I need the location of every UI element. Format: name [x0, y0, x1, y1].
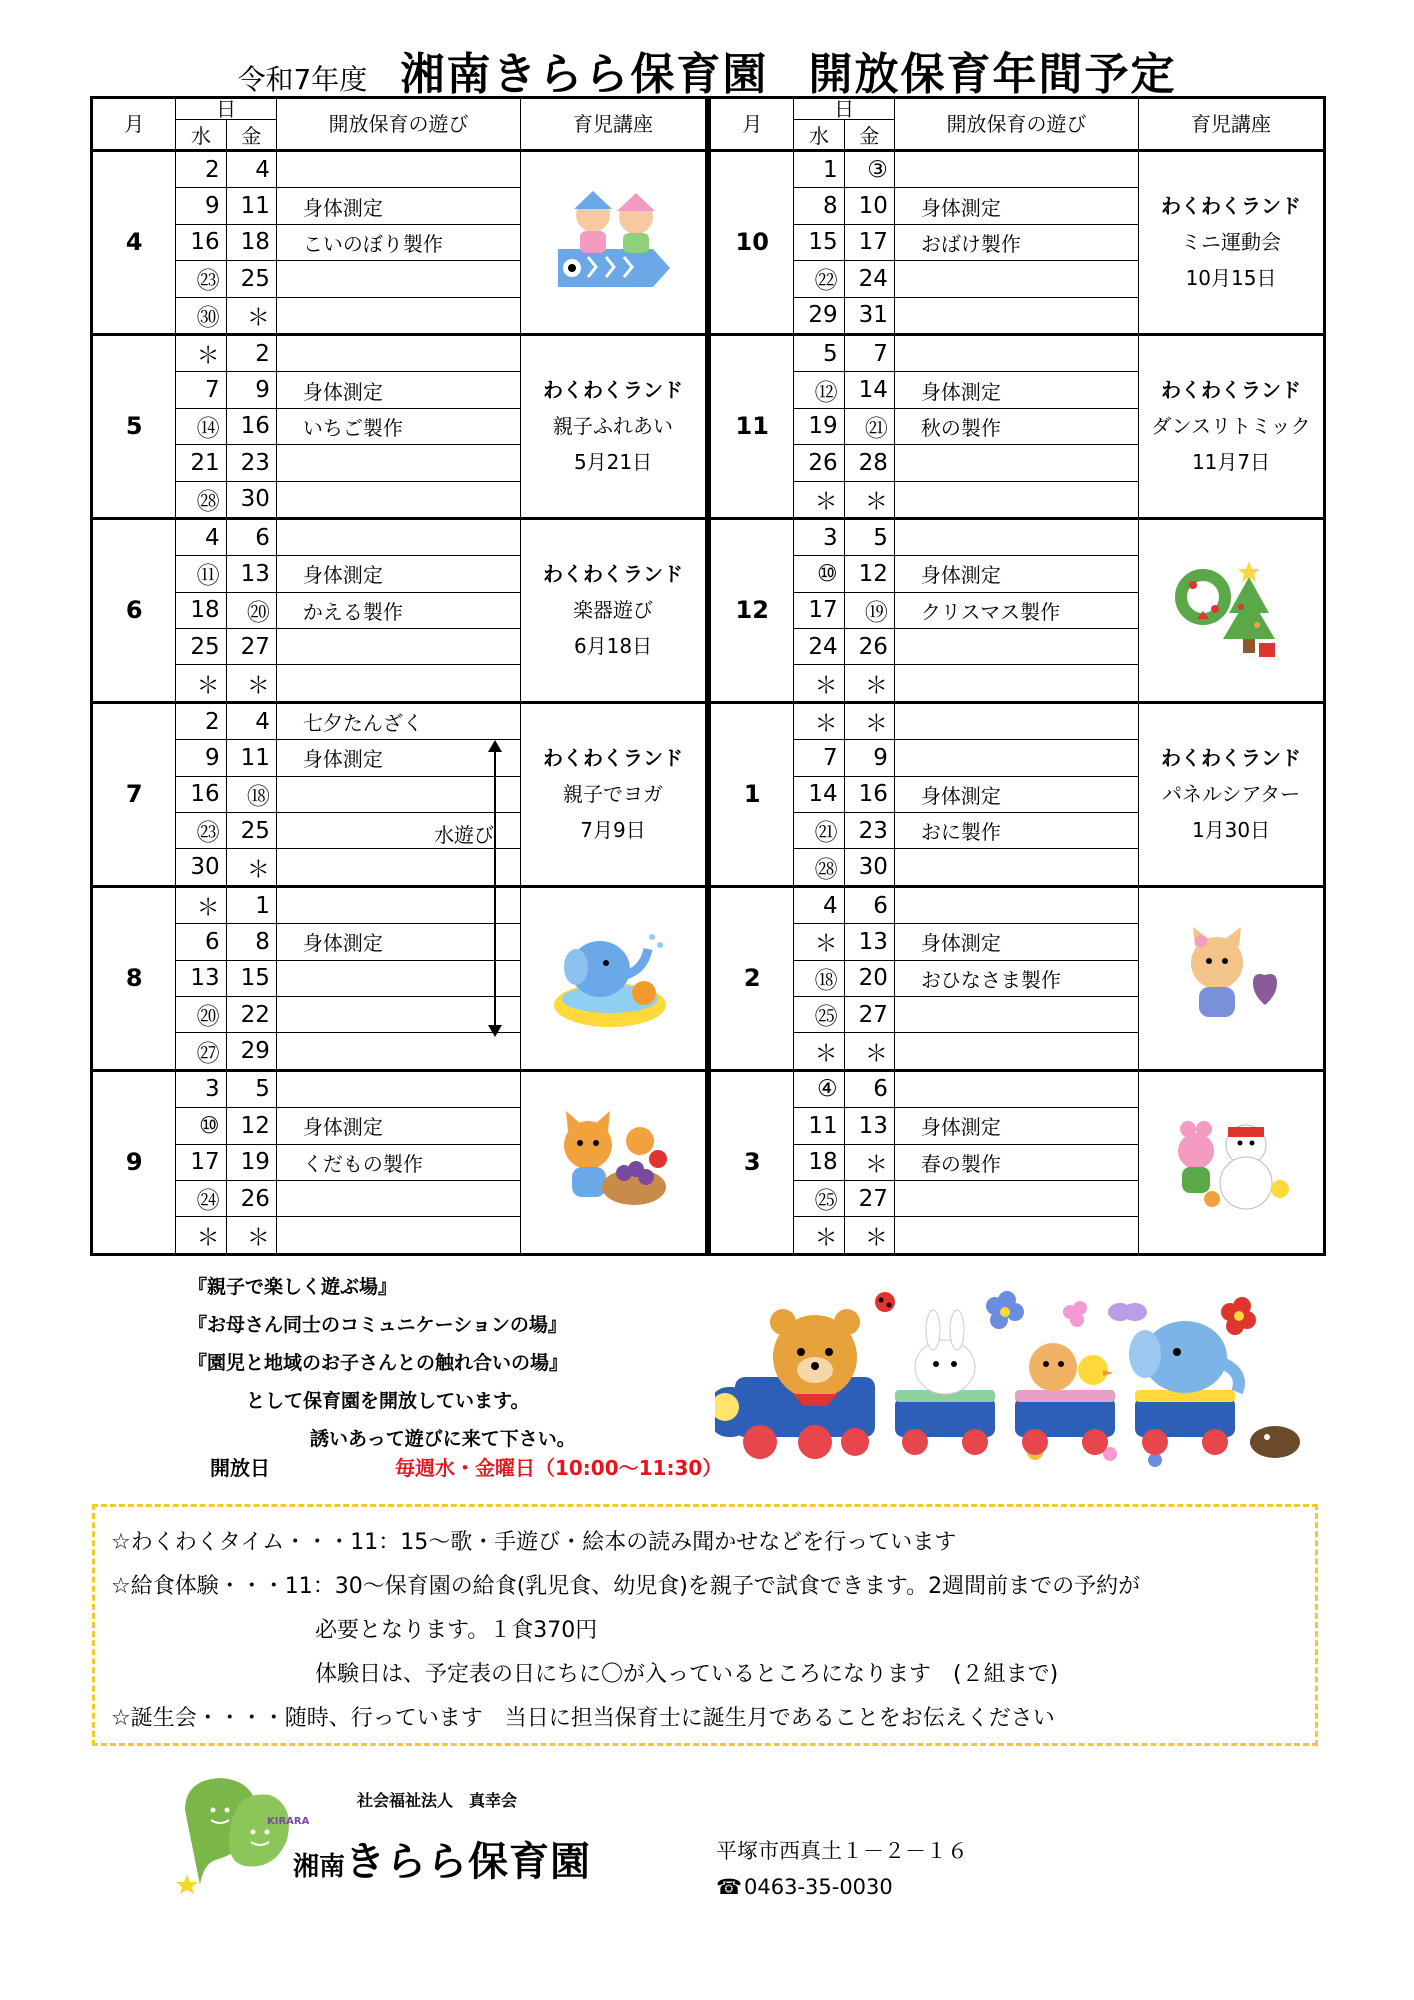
- activity-cell: 身体測定: [276, 924, 520, 960]
- table-row: [710, 1070, 1325, 1107]
- activity-cell: [276, 1217, 520, 1254]
- month-cell: 5: [92, 334, 176, 518]
- day-fri-cell: ＊: [226, 849, 276, 886]
- activity-cell: [894, 445, 1138, 481]
- nursery-logo: [175, 1770, 635, 1894]
- day-wed-cell: ㉘: [176, 481, 226, 518]
- activity-cell: くだもの製作: [276, 1144, 520, 1180]
- month-cell: 7: [92, 702, 176, 886]
- day-wed-cell: ⑩: [794, 556, 844, 592]
- day-fri-cell: ＊: [226, 297, 276, 334]
- day-wed-cell: 24: [794, 629, 844, 665]
- month-cell: 3: [710, 1070, 794, 1254]
- activity-cell: 身体測定: [894, 372, 1138, 408]
- day-wed-cell: 9: [176, 188, 226, 224]
- day-fri-cell: 12: [226, 1108, 276, 1144]
- intro-text: [188, 1268, 576, 1458]
- day-fri-cell: 4: [226, 151, 276, 188]
- activity-cell: 身体測定: [276, 372, 520, 408]
- activity-cell: 身体測定: [276, 1108, 520, 1144]
- table-row: [92, 151, 707, 188]
- table-row: [92, 334, 707, 371]
- month-cell: 2: [710, 886, 794, 1070]
- day-fri-cell: ③: [844, 151, 894, 188]
- lecture-line: ミニ運動会: [1181, 230, 1282, 255]
- day-wed-cell: ＊: [794, 702, 844, 739]
- cat-happy-icon: [1171, 923, 1291, 1033]
- notes-box: [92, 1504, 1318, 1746]
- day-wed-cell: ＊: [794, 481, 844, 518]
- activity-cell: [276, 996, 520, 1032]
- activity-cell: [276, 665, 520, 702]
- activity-cell: 身体測定: [894, 188, 1138, 224]
- header-lecture: 育児講座: [1139, 98, 1325, 151]
- day-wed-cell: ㉗: [176, 1033, 226, 1070]
- day-wed-cell: 3: [176, 1070, 226, 1107]
- table-row: [710, 886, 1325, 923]
- day-fri-cell: 24: [844, 261, 894, 297]
- christmas-tree-icon: [1171, 555, 1291, 665]
- lecture-line: 6月18日: [573, 634, 653, 659]
- lecture-cell: [521, 886, 707, 1070]
- activity-cell: [894, 1217, 1138, 1254]
- day-wed-cell: ⑪: [176, 556, 226, 592]
- day-wed-cell: 8: [794, 188, 844, 224]
- activity-cell: [276, 629, 520, 665]
- corp-name: 社会福祉法人 真幸会: [357, 1791, 518, 1810]
- day-wed-cell: 18: [176, 592, 226, 628]
- lecture-line: パネルシアター: [1161, 782, 1301, 807]
- activity-cell: おひなさま製作: [894, 960, 1138, 996]
- schedule-table-right: [708, 96, 1326, 1256]
- header-day: 日: [176, 98, 276, 120]
- table-row: [92, 518, 707, 555]
- activity-cell: [894, 629, 1138, 665]
- day-wed-cell: 6: [176, 924, 226, 960]
- day-wed-cell: 16: [176, 224, 226, 260]
- day-wed-cell: ＊: [176, 886, 226, 923]
- day-fri-cell: ⑳: [226, 592, 276, 628]
- activity-cell: [276, 776, 520, 812]
- activity-cell: 身体測定: [894, 1108, 1138, 1144]
- day-fri-cell: 17: [844, 224, 894, 260]
- activity-cell: [276, 1180, 520, 1216]
- day-wed-cell: ＊: [794, 1033, 844, 1070]
- koinobori-kids-icon: [548, 187, 678, 297]
- lecture-line: 10月15日: [1185, 266, 1277, 291]
- day-fri-cell: 28: [844, 445, 894, 481]
- day-fri-cell: ＊: [844, 1217, 894, 1254]
- elephant-pool-icon: [548, 923, 678, 1033]
- day-wed-cell: 4: [794, 886, 844, 923]
- day-wed-cell: ＊: [176, 665, 226, 702]
- day-fri-cell: 30: [226, 481, 276, 518]
- lecture-line: 7月9日: [580, 818, 646, 843]
- activity-cell: [276, 849, 520, 886]
- open-days-label: 開放日: [210, 1456, 270, 1480]
- logo-small-text: KIRARA: [267, 1816, 310, 1827]
- activity-cell: [276, 518, 520, 555]
- activity-cell: 春の製作: [894, 1144, 1138, 1180]
- day-wed-cell: ㉔: [176, 1180, 226, 1216]
- activity-cell: [276, 261, 520, 297]
- table-row: [92, 702, 707, 739]
- phone-number: 0463-35-0030: [744, 1875, 893, 1899]
- day-wed-cell: ㉘: [794, 849, 844, 886]
- header-month: 月: [92, 98, 176, 151]
- day-wed-cell: 26: [794, 445, 844, 481]
- lecture-cell: [521, 334, 707, 518]
- month-cell: 4: [92, 151, 176, 335]
- activity-cell: [894, 996, 1138, 1032]
- day-fri-cell: 16: [226, 408, 276, 444]
- day-fri-cell: ⑲: [844, 592, 894, 628]
- day-wed-cell: 13: [176, 960, 226, 996]
- day-wed-cell: 2: [176, 702, 226, 739]
- activity-cell: [276, 960, 520, 996]
- intro-line: として保育園を開放しています。: [246, 1390, 530, 1412]
- day-wed-cell: 14: [794, 776, 844, 812]
- open-days-value: 毎週水・金曜日（10:00～11:30）: [394, 1456, 723, 1480]
- note-line: ☆給食体験・・・11：30～保育園の給食(乳児食、幼児食)を親子で試食できます。2週間前までの予約が: [111, 1574, 1141, 1599]
- day-wed-cell: 29: [794, 297, 844, 334]
- month-cell: 1: [710, 702, 794, 886]
- lecture-cell: [1139, 702, 1325, 886]
- activity-cell: [276, 151, 520, 188]
- day-fri-cell: 18: [226, 224, 276, 260]
- day-fri-cell: 12: [844, 556, 894, 592]
- activity-cell: いちご製作: [276, 408, 520, 444]
- header-day: 日: [794, 98, 894, 120]
- day-wed-cell: ④: [794, 1070, 844, 1107]
- activity-cell: おばけ製作: [894, 224, 1138, 260]
- note-line: 必要となります。１食370円: [315, 1618, 598, 1643]
- activity-cell: [276, 297, 520, 334]
- day-fri-cell: 5: [844, 518, 894, 555]
- day-wed-cell: ＊: [794, 665, 844, 702]
- lecture-cell: [1139, 334, 1325, 518]
- activity-cell: [276, 481, 520, 518]
- header-activity: 開放保育の遊び: [894, 98, 1138, 151]
- day-wed-cell: 17: [794, 592, 844, 628]
- day-fri-cell: 26: [226, 1180, 276, 1216]
- activity-cell: [894, 702, 1138, 739]
- day-fri-cell: 25: [226, 813, 276, 849]
- day-fri-cell: 26: [844, 629, 894, 665]
- day-wed-cell: ㉓: [176, 261, 226, 297]
- day-fri-cell: ＊: [844, 665, 894, 702]
- day-wed-cell: 7: [176, 372, 226, 408]
- day-fri-cell: ＊: [844, 702, 894, 739]
- month-cell: 11: [710, 334, 794, 518]
- day-wed-cell: 19: [794, 408, 844, 444]
- page-title: [0, 38, 1414, 102]
- lecture-line: 楽器遊び: [573, 598, 654, 623]
- day-fri-cell: 23: [226, 445, 276, 481]
- activity-cell: [276, 1033, 520, 1070]
- header-lecture: 育児講座: [521, 98, 707, 151]
- day-wed-cell: 16: [176, 776, 226, 812]
- phone-icon: ☎: [716, 1875, 743, 1899]
- activity-cell: [894, 849, 1138, 886]
- train-car-icon: [895, 1310, 1239, 1455]
- day-fri-cell: 2: [226, 334, 276, 371]
- table-row: [710, 702, 1325, 739]
- activity-cell: 身体測定: [276, 188, 520, 224]
- water-play-label: 水遊び: [434, 823, 495, 848]
- table-row: [710, 334, 1325, 371]
- day-fri-cell: 30: [844, 849, 894, 886]
- lecture-line: 5月21日: [573, 450, 653, 475]
- intro-line: 『お母さん同士のコミュニケーションの場』: [188, 1314, 567, 1336]
- day-wed-cell: ㉓: [176, 813, 226, 849]
- day-fri-cell: 10: [844, 188, 894, 224]
- activity-cell: 身体測定: [894, 924, 1138, 960]
- activity-cell: [894, 297, 1138, 334]
- day-fri-cell: 22: [226, 996, 276, 1032]
- activity-cell: [894, 1033, 1138, 1070]
- day-fri-cell: 13: [226, 556, 276, 592]
- butterfly-icon: [1108, 1303, 1147, 1321]
- mole-icon: [1250, 1426, 1300, 1458]
- note-line: ☆誕生会・・・・随時、行っています 当日に担当保育士に誕生月であることをお伝えください: [111, 1706, 1055, 1731]
- day-fri-cell: 11: [226, 740, 276, 776]
- spring-friends-icon: [1166, 1107, 1296, 1217]
- day-fri-cell: ㉑: [844, 408, 894, 444]
- day-fri-cell: 29: [226, 1033, 276, 1070]
- day-wed-cell: 21: [176, 445, 226, 481]
- day-wed-cell: ＊: [794, 924, 844, 960]
- day-wed-cell: ㉒: [794, 261, 844, 297]
- day-fri-cell: 14: [844, 372, 894, 408]
- logo-name-b: きらら保育園: [345, 1839, 592, 1885]
- schedule-title: 開放保育年間予定: [808, 49, 1177, 100]
- lecture-cell: [521, 518, 707, 702]
- activity-cell: [276, 1070, 520, 1107]
- day-fri-cell: 16: [844, 776, 894, 812]
- lecture-cell: [521, 1070, 707, 1254]
- note-line: 体験日は、予定表の日にちに〇が入っているところになります (２組まで): [315, 1662, 1059, 1687]
- day-fri-cell: 6: [844, 886, 894, 923]
- day-fri-cell: ＊: [226, 665, 276, 702]
- fox-fruit-icon: [548, 1107, 678, 1217]
- activity-cell: 七夕たんざく: [276, 702, 520, 739]
- intro-line: 誘いあって遊びに来て下さい。: [310, 1428, 576, 1450]
- activity-cell: [894, 1070, 1138, 1107]
- activity-cell: [894, 151, 1138, 188]
- header-fri: 金: [226, 120, 276, 151]
- day-wed-cell: ㉚: [176, 297, 226, 334]
- day-fri-cell: 4: [226, 702, 276, 739]
- day-wed-cell: 18: [794, 1144, 844, 1180]
- day-wed-cell: 7: [794, 740, 844, 776]
- day-wed-cell: 4: [176, 518, 226, 555]
- lecture-line: 1月30日: [1191, 818, 1271, 843]
- schedule-table-left: [90, 96, 708, 1256]
- activity-cell: [894, 665, 1138, 702]
- lecture-line: わくわくランド: [543, 562, 684, 587]
- day-wed-cell: 30: [176, 849, 226, 886]
- activity-cell: [894, 740, 1138, 776]
- header-month: 月: [710, 98, 794, 151]
- lecture-line: 親子ふれあい: [553, 414, 674, 439]
- lecture-cell: [1139, 886, 1325, 1070]
- note-line: ☆わくわくタイム・・・11：15～歌・手遊び・絵本の読み聞かせなどを行っています: [111, 1530, 957, 1555]
- activity-cell: おに製作: [894, 813, 1138, 849]
- day-fri-cell: 27: [844, 1180, 894, 1216]
- lecture-cell: [521, 702, 707, 886]
- day-fri-cell: 19: [226, 1144, 276, 1180]
- day-wed-cell: 25: [176, 629, 226, 665]
- activity-cell: [276, 886, 520, 923]
- day-wed-cell: ＊: [176, 1217, 226, 1254]
- lecture-line: わくわくランド: [543, 378, 684, 403]
- day-wed-cell: 3: [794, 518, 844, 555]
- month-cell: 10: [710, 151, 794, 335]
- logo-name: [293, 1830, 591, 1887]
- day-fri-cell: 7: [844, 334, 894, 371]
- water-play-arrow: [494, 742, 496, 1035]
- activity-cell: 身体測定: [276, 556, 520, 592]
- lecture-line: わくわくランド: [1161, 746, 1302, 771]
- month-cell: 8: [92, 886, 176, 1070]
- day-fri-cell: 5: [226, 1070, 276, 1107]
- day-wed-cell: 17: [176, 1144, 226, 1180]
- day-wed-cell: 15: [794, 224, 844, 260]
- day-fri-cell: ＊: [844, 481, 894, 518]
- header-activity: 開放保育の遊び: [276, 98, 520, 151]
- day-wed-cell: ＊: [176, 334, 226, 371]
- month-cell: 9: [92, 1070, 176, 1254]
- activity-cell: クリスマス製作: [894, 592, 1138, 628]
- intro-line: 『親子で楽しく遊ぶ場』: [188, 1276, 398, 1298]
- day-fri-cell: ＊: [226, 1217, 276, 1254]
- day-fri-cell: 1: [226, 886, 276, 923]
- activity-cell: かえる製作: [276, 592, 520, 628]
- activity-cell: 身体測定: [894, 776, 1138, 812]
- day-fri-cell: 6: [226, 518, 276, 555]
- day-fri-cell: 31: [844, 297, 894, 334]
- header-fri: 金: [844, 120, 894, 151]
- day-fri-cell: 13: [844, 1108, 894, 1144]
- activity-cell: [894, 886, 1138, 923]
- day-wed-cell: 1: [794, 151, 844, 188]
- day-wed-cell: ㉕: [794, 996, 844, 1032]
- lecture-line: ダンスリトミック: [1151, 414, 1311, 439]
- day-wed-cell: ⑩: [176, 1108, 226, 1144]
- lecture-line: 11月7日: [1191, 450, 1271, 475]
- header-wed: 水: [794, 120, 844, 151]
- day-wed-cell: ⑭: [176, 408, 226, 444]
- animal-train-illustration: [715, 1282, 1315, 1482]
- lecture-line: わくわくランド: [1161, 194, 1302, 219]
- day-fri-cell: 13: [844, 924, 894, 960]
- activity-cell: 身体測定: [894, 556, 1138, 592]
- day-fri-cell: 25: [226, 261, 276, 297]
- address-line: 平塚市西真土１－２－１６: [716, 1839, 968, 1863]
- activity-cell: 秋の製作: [894, 408, 1138, 444]
- open-days: [210, 1452, 722, 1481]
- activity-cell: [276, 813, 520, 849]
- day-wed-cell: ⑱: [794, 960, 844, 996]
- day-wed-cell: 9: [176, 740, 226, 776]
- day-wed-cell: ㉑: [794, 813, 844, 849]
- lecture-cell: [1139, 151, 1325, 335]
- address-block: [716, 1833, 968, 1905]
- table-row: [710, 518, 1325, 555]
- lecture-cell: [1139, 1070, 1325, 1254]
- day-wed-cell: 11: [794, 1108, 844, 1144]
- logo-name-a: 湘南: [293, 1852, 346, 1882]
- day-fri-cell: 9: [226, 372, 276, 408]
- day-fri-cell: 20: [844, 960, 894, 996]
- day-fri-cell: 6: [844, 1070, 894, 1107]
- activity-cell: [894, 261, 1138, 297]
- day-wed-cell: ⑳: [176, 996, 226, 1032]
- lecture-cell: [521, 151, 707, 335]
- day-fri-cell: 23: [844, 813, 894, 849]
- intro-line: 『園児と地域のお子さんとの触れ合いの場』: [188, 1352, 569, 1374]
- lecture-line: わくわくランド: [543, 746, 684, 771]
- month-cell: 6: [92, 518, 176, 702]
- day-fri-cell: 27: [844, 996, 894, 1032]
- lecture-line: 親子でヨガ: [563, 782, 664, 807]
- day-fri-cell: ＊: [844, 1033, 894, 1070]
- lecture-line: わくわくランド: [1161, 378, 1302, 403]
- fiscal-year: 令和7年度: [237, 63, 368, 96]
- ladybug-icon: [875, 1292, 895, 1312]
- nursery-name: 湘南きらら保育園: [400, 49, 769, 100]
- activity-cell: こいのぼり製作: [276, 224, 520, 260]
- month-cell: 12: [710, 518, 794, 702]
- table-row: [92, 886, 707, 923]
- day-wed-cell: 2: [176, 151, 226, 188]
- activity-cell: [894, 334, 1138, 371]
- day-fri-cell: 8: [226, 924, 276, 960]
- day-fri-cell: ⑱: [226, 776, 276, 812]
- locomotive-icon: [715, 1309, 875, 1459]
- activity-cell: 身体測定: [276, 740, 520, 776]
- day-wed-cell: ＊: [794, 1217, 844, 1254]
- day-fri-cell: 27: [226, 629, 276, 665]
- activity-cell: [894, 1180, 1138, 1216]
- activity-cell: [276, 334, 520, 371]
- day-fri-cell: 9: [844, 740, 894, 776]
- activity-cell: [276, 445, 520, 481]
- activity-cell: [894, 518, 1138, 555]
- activity-cell: [894, 481, 1138, 518]
- day-wed-cell: ⑫: [794, 372, 844, 408]
- day-wed-cell: ㉕: [794, 1180, 844, 1216]
- day-fri-cell: ＊: [844, 1144, 894, 1180]
- table-row: [710, 151, 1325, 188]
- lecture-cell: [1139, 518, 1325, 702]
- day-fri-cell: 11: [226, 188, 276, 224]
- table-row: [92, 1070, 707, 1107]
- day-wed-cell: 5: [794, 334, 844, 371]
- header-wed: 水: [176, 120, 226, 151]
- day-fri-cell: 15: [226, 960, 276, 996]
